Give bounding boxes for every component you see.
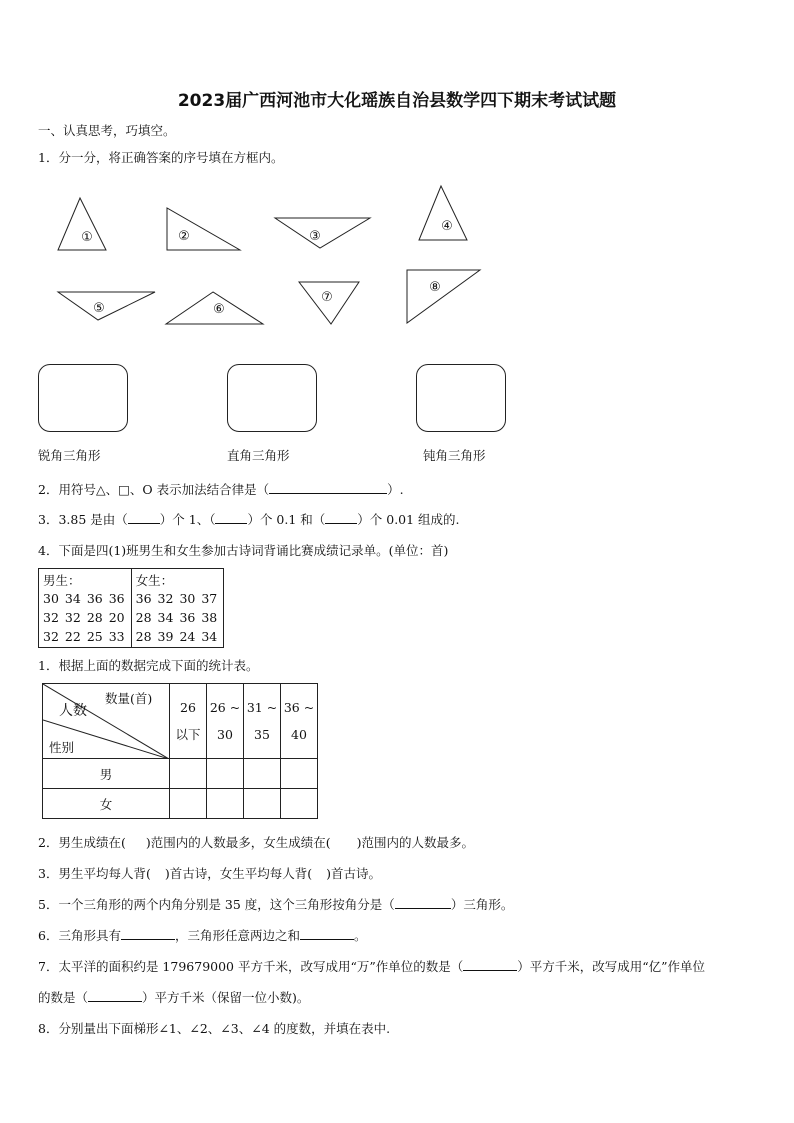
score-cell: 28 (135, 610, 152, 625)
col-header-line: 以下 (175, 727, 201, 742)
score-cell: 36 (135, 591, 152, 606)
col-header-line: 26 (180, 700, 196, 715)
q2-suffix: ）. (387, 482, 404, 497)
triangle-label-1: ① (81, 230, 93, 245)
q6-part: 6．三角形具有 (38, 928, 121, 943)
score-cell: 38 (201, 610, 218, 625)
answer-cell[interactable] (281, 759, 318, 789)
question-7-line-1 (38, 957, 705, 975)
score-cell: 34 (157, 610, 174, 625)
score-cell: 32 (64, 610, 81, 625)
question-8: 8．分别量出下面梯形∠1、∠2、∠3、∠4 的度数，并填在表中. (38, 1021, 391, 1036)
corner-header (43, 684, 170, 759)
score-cell: 33 (108, 629, 125, 644)
score-cell: 25 (86, 629, 103, 644)
col-header (244, 684, 281, 759)
label-right: 直角三角形 (227, 448, 290, 463)
q3-blank-ones[interactable] (128, 510, 160, 524)
score-cell: 28 (135, 629, 152, 644)
triangle-label-8: ⑧ (429, 280, 441, 295)
question-4-1: 1．根据上面的数据完成下面的统计表。 (38, 658, 259, 673)
label-obtuse: 钝角三角形 (423, 448, 486, 463)
question-1: 1．分一分，将正确答案的序号填在方框内。 (38, 150, 284, 165)
q7-part: 7．太平洋的面积约是 179679000 平方千米，改写成用“万”作单位的数是（ (38, 959, 464, 974)
col-header-line: 30 (217, 727, 233, 742)
q5-part: 5．一个三角形的两个内角分别是 35 度，这个三角形按角分是（ (38, 897, 395, 912)
q4-3-part: 3．男生平均每人背( (38, 866, 151, 881)
score-cell: 30 (43, 591, 59, 606)
answer-cell[interactable] (207, 759, 244, 789)
q3-part: ）个 0.01 组成的. (357, 512, 460, 527)
col-header (170, 684, 207, 759)
triangle-label-3: ③ (309, 229, 321, 244)
corner-bottom: 性别 (49, 740, 75, 755)
corner-top: 数量(首) (105, 691, 153, 706)
score-cell: 24 (179, 629, 196, 644)
q7-blank-wan[interactable] (463, 957, 517, 971)
score-cell: 22 (64, 629, 81, 644)
q3-blank-tenths[interactable] (215, 510, 247, 524)
q7-blank-yi[interactable] (88, 988, 142, 1002)
q3-part: ）个 0.1 和（ (247, 512, 326, 527)
question-6 (38, 926, 367, 944)
girls-label: 女生： (135, 572, 174, 588)
question-4: 4．下面是四(1)班男生和女生参加古诗词背诵比赛成绩记录单。(单位：首) (38, 543, 449, 558)
score-cell: 34 (64, 591, 81, 606)
statistics-table (42, 683, 318, 819)
label-acute: 锐角三角形 (38, 448, 101, 463)
col-header-line: 31 ~ (246, 700, 278, 715)
answer-box-obtuse[interactable] (416, 364, 506, 432)
triangle-3 (275, 218, 370, 248)
score-cell: 32 (43, 610, 59, 625)
triangle-label-5: ⑤ (93, 301, 105, 316)
section-heading: 一、认真思考，巧填空。 (38, 123, 176, 138)
score-cell: 37 (201, 591, 218, 606)
col-header-line: 26 ~ (209, 700, 241, 715)
q6-blank-2[interactable] (300, 926, 354, 940)
col-header (207, 684, 244, 759)
q4-2-part: )范围内的人数最多。 (356, 835, 474, 850)
score-record-table (38, 568, 224, 648)
score-cell: 36 (86, 591, 103, 606)
q4-2-part: 2．男生成绩在( (38, 835, 126, 850)
q4-2-part: )范围内的人数最多，女生成绩在( (145, 835, 331, 850)
col-header (281, 684, 318, 759)
q7-part: ）平方千米（保留一位小数)。 (142, 990, 310, 1005)
corner-mid: 人数 (59, 703, 87, 719)
score-cell: 32 (43, 629, 59, 644)
q5-part: ）三角形。 (450, 897, 514, 912)
triangle-label-2: ② (178, 229, 190, 244)
score-cell: 36 (108, 591, 125, 606)
answer-cell[interactable] (170, 759, 207, 789)
q4-3-part: )首古诗。 (326, 866, 381, 881)
question-2 (38, 480, 404, 498)
q7-part: ）平方千米，改写成用“亿”作单位 (517, 959, 706, 974)
q7-part: 的数是（ (38, 990, 89, 1005)
question-5 (38, 895, 513, 913)
row-label-girls: 女 (43, 789, 170, 819)
q2-prefix: 2．用符号△、□、O 表示加法结合律是（ (38, 482, 270, 497)
triangle-label-6: ⑥ (213, 302, 225, 317)
answer-cell[interactable] (244, 789, 281, 819)
answer-box-right[interactable] (227, 364, 317, 432)
q3-part: 3．3.85 是由（ (38, 512, 128, 527)
q6-part: ，三角形任意两边之和 (174, 928, 300, 943)
answer-box-acute[interactable] (38, 364, 128, 432)
triangle-figures (0, 180, 794, 330)
answer-cell[interactable] (281, 789, 318, 819)
question-3 (38, 510, 460, 528)
question-4-2 (38, 833, 474, 851)
triangle-8 (407, 270, 480, 323)
q3-part: ）个 1、（ (159, 512, 216, 527)
q5-blank[interactable] (395, 895, 451, 909)
answer-cell[interactable] (207, 789, 244, 819)
q6-part: 。 (353, 928, 367, 943)
girls-scores (131, 569, 224, 648)
score-cell: 39 (157, 629, 174, 644)
boys-scores (39, 569, 132, 648)
triangle-label-7: ⑦ (321, 290, 333, 305)
score-cell: 32 (157, 591, 174, 606)
q3-blank-hundredths[interactable] (325, 510, 357, 524)
answer-cell[interactable] (244, 759, 281, 789)
score-cell: 28 (86, 610, 103, 625)
col-header-line: 40 (291, 727, 307, 742)
col-header-line: 36 ~ (283, 700, 315, 715)
q4-3-part: )首古诗，女生平均每人背( (164, 866, 313, 881)
page-title: 2023届广西河池市大化瑶族自治县数学四下期末考试试题 (177, 91, 617, 111)
triangle-label-4: ④ (441, 219, 453, 234)
score-cell: 36 (179, 610, 196, 625)
score-cell: 30 (179, 591, 196, 606)
q2-blank[interactable] (269, 480, 387, 494)
question-7-line-2 (38, 988, 309, 1006)
question-4-3 (38, 864, 381, 882)
triangle-5 (58, 292, 155, 320)
answer-cell[interactable] (170, 789, 207, 819)
boys-label: 男生： (43, 572, 81, 588)
q6-blank-1[interactable] (121, 926, 175, 940)
col-header-line: 35 (254, 727, 270, 742)
score-cell: 34 (201, 629, 218, 644)
row-label-boys: 男 (43, 759, 170, 789)
score-cell: 20 (108, 610, 125, 625)
